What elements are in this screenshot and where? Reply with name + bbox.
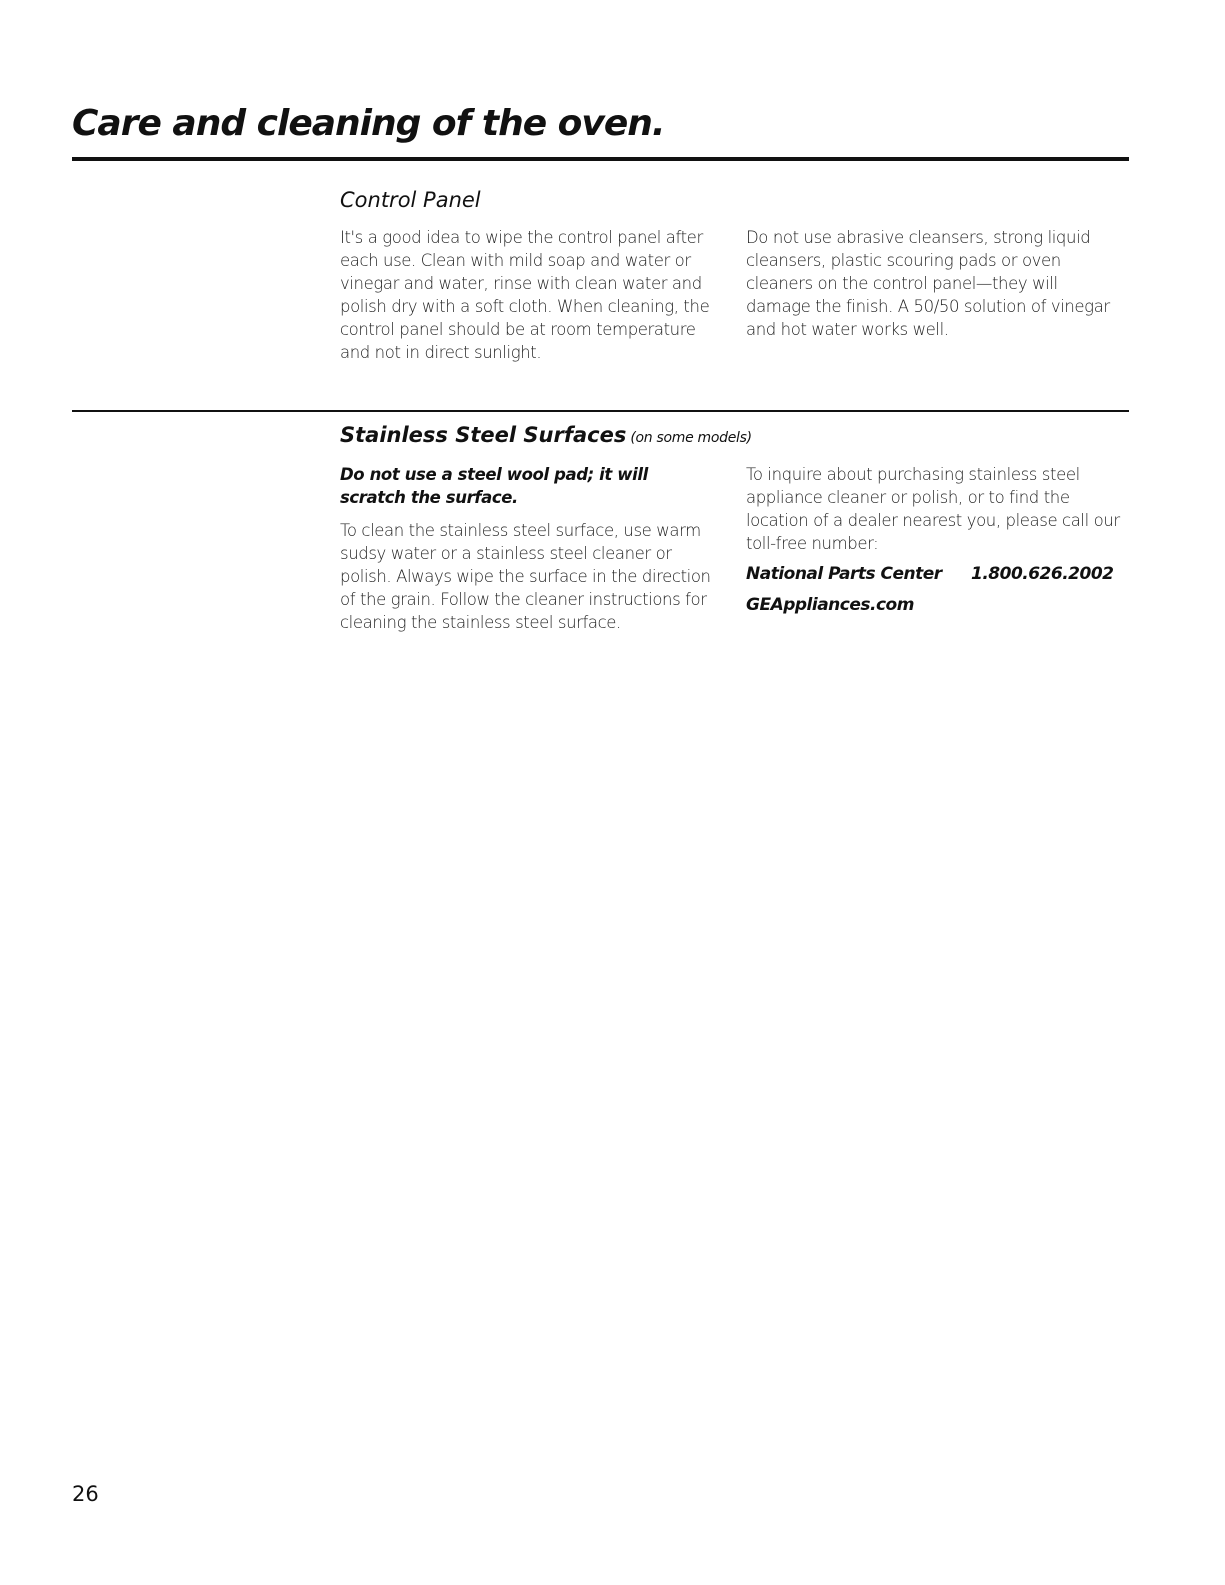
stainless-steel-right-column (746, 463, 1126, 617)
control-panel-cleaning-text: It's a good idea to wipe the control panel after each use. Clean with mild soap and water or vinegar and water, rinse with clean water and polish dry with a soft cloth. When cleaning, the control panel should be at room temperature and not in direct sunlight. (340, 228, 710, 362)
parts-center-name: National Parts Center (746, 564, 942, 584)
stainless-steel-cleaning-text: To clean the stainless steel surface, use warm sudsy water or a stainless steel cleaner or polish. Always wipe the surface in the direction of the grain. Follow the cleaner instructions for cleaning the stainless steel surface. (340, 521, 711, 632)
stainless-steel-heading-qualifier: (on some models) (630, 430, 752, 446)
parts-center-contact (746, 563, 1126, 594)
page-title: Care and cleaning of the oven. (72, 103, 665, 144)
parts-center-phone[interactable]: 1.800.626.2002 (971, 564, 1114, 584)
title-divider (72, 157, 1129, 161)
steel-wool-warning: Do not use a steel wool pad; it will scratch the surface. (340, 465, 648, 507)
website-link[interactable]: GEAppliances.com (746, 595, 914, 615)
stainless-steel-heading-text: Stainless Steel Surfaces (340, 423, 627, 447)
stainless-steel-heading (340, 421, 752, 452)
section-divider (72, 410, 1129, 412)
stainless-steel-left-column (340, 463, 716, 634)
control-panel-caution-text: Do not use abrasive cleansers, strong liquid cleansers, plastic scouring pads or oven cleaners on the control panel—they will damage the finish. A 50/50 solution of vinegar and hot water works well. (746, 228, 1110, 339)
control-panel-heading: Control Panel (340, 188, 481, 212)
page-number: 26 (72, 1482, 99, 1506)
stainless-steel-inquiry-text: To inquire about purchasing stainless steel appliance cleaner or polish, or to find the location of a dealer nearest you, please call our toll-free number: (746, 465, 1120, 553)
control-panel-right-column (746, 226, 1126, 341)
control-panel-left-column (340, 226, 716, 364)
